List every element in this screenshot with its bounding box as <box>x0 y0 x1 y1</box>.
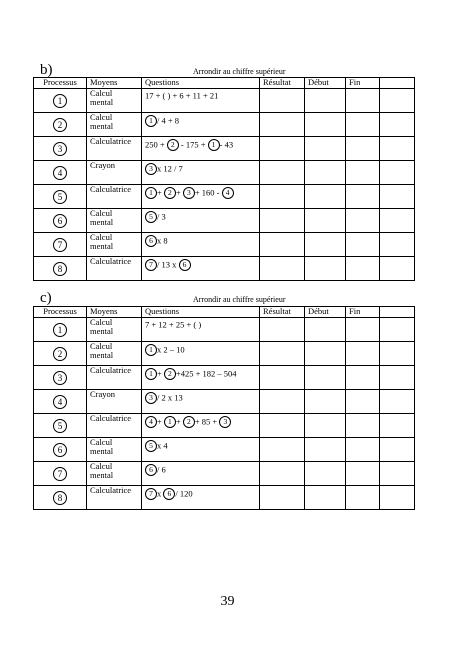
processus-cell <box>34 137 87 161</box>
blank-cell <box>380 438 415 462</box>
processus-cell <box>34 113 87 137</box>
debut-cell <box>305 137 346 161</box>
question-ref-circle: 1 <box>145 187 157 199</box>
question-text: 17 + ( ) + 6 + 11 + 21 <box>145 90 219 101</box>
moyens-line-1: Calculatrice <box>90 184 132 194</box>
table-row <box>34 185 415 209</box>
process-number-circle: 6 <box>53 443 67 457</box>
question-ref-circle: 2 <box>167 139 179 151</box>
question-ref-circle: 6 <box>163 488 175 500</box>
question-ref-circle: 3 <box>183 187 195 199</box>
questions-cell <box>142 257 260 281</box>
table-row <box>34 414 415 438</box>
questions-cell <box>142 438 260 462</box>
question-ref-circle: 7 <box>145 488 157 500</box>
processus-cell <box>34 486 87 510</box>
moyens-line-1: Crayon <box>90 160 116 170</box>
process-number-circle: 5 <box>53 419 67 433</box>
question-ref-circle: 2 <box>183 416 195 428</box>
moyens-cell <box>87 257 142 281</box>
resultat-cell <box>260 366 305 390</box>
process-number-circle: 5 <box>53 190 67 204</box>
process-number-circle: 7 <box>53 467 67 481</box>
moyens-cell <box>87 390 142 414</box>
question-ref-circle: 4 <box>222 187 234 199</box>
process-number-circle: 1 <box>53 323 67 337</box>
processus-cell <box>34 209 87 233</box>
moyens-line-1: Crayon <box>90 389 116 399</box>
fin-cell <box>346 161 380 185</box>
process-number-circle: 3 <box>53 371 67 385</box>
question-text: + <box>175 416 183 427</box>
moyens-line-1: Calculatrice <box>90 136 132 146</box>
question-text: x 8 <box>157 235 168 246</box>
processus-cell <box>34 185 87 209</box>
moyens-cell <box>87 366 142 390</box>
header-moyens: Moyens <box>87 307 142 318</box>
moyens-line-1: Calculatrice <box>90 256 132 266</box>
resultat-cell <box>260 318 305 342</box>
resultat-cell <box>260 414 305 438</box>
debut-cell <box>305 366 346 390</box>
moyens-line-2: mental <box>90 121 114 131</box>
fin-cell <box>346 366 380 390</box>
debut-cell <box>305 318 346 342</box>
moyens-cell <box>87 462 142 486</box>
question-ref-circle: 1 <box>145 115 157 127</box>
header-blank <box>380 307 415 318</box>
table-row <box>34 438 415 462</box>
question-ref-circle: 2 <box>164 187 176 199</box>
fin-cell <box>346 137 380 161</box>
moyens-cell <box>87 113 142 137</box>
moyens-line-2: mental <box>90 241 114 251</box>
processus-cell <box>34 233 87 257</box>
section-c-body <box>34 318 415 510</box>
moyens-cell <box>87 137 142 161</box>
question-ref-circle: 2 <box>164 368 176 380</box>
question-ref-circle: 3 <box>145 392 157 404</box>
processus-cell <box>34 89 87 113</box>
table-row <box>34 462 415 486</box>
table-header-row <box>34 78 415 89</box>
header-fin: Fin <box>346 307 380 318</box>
blank-cell <box>380 366 415 390</box>
moyens-line-2: mental <box>90 470 114 480</box>
moyens-cell <box>87 414 142 438</box>
moyens-line-1: Calcul <box>90 232 113 242</box>
header-moyens: Moyens <box>87 78 142 89</box>
question-ref-circle: 6 <box>145 464 157 476</box>
debut-cell <box>305 209 346 233</box>
fin-cell <box>346 185 380 209</box>
table-row <box>34 486 415 510</box>
blank-cell <box>380 342 415 366</box>
header-processus: Processus <box>34 307 87 318</box>
table-row <box>34 318 415 342</box>
questions-cell <box>142 390 260 414</box>
questions-cell <box>142 342 260 366</box>
table-row <box>34 257 415 281</box>
fin-cell <box>346 318 380 342</box>
debut-cell <box>305 438 346 462</box>
moyens-line-1: Calcul <box>90 88 113 98</box>
question-text: 7 + 12 + 25 + ( ) <box>145 319 202 330</box>
fin-cell <box>346 233 380 257</box>
blank-cell <box>380 462 415 486</box>
blank-cell <box>380 185 415 209</box>
moyens-cell <box>87 233 142 257</box>
questions-cell <box>142 89 260 113</box>
processus-cell <box>34 161 87 185</box>
question-text: / 13 x <box>157 259 179 270</box>
header-resultat: Résultat <box>260 78 305 89</box>
debut-cell <box>305 414 346 438</box>
moyens-line-1: Calculatrice <box>90 413 132 423</box>
question-ref-circle: 1 <box>145 344 157 356</box>
question-text: x 4 <box>157 440 168 451</box>
moyens-cell <box>87 342 142 366</box>
table-row <box>34 113 415 137</box>
resultat-cell <box>260 257 305 281</box>
question-text: x 2 – 10 <box>157 344 185 355</box>
moyens-line-1: Calcul <box>90 437 113 447</box>
table-row <box>34 161 415 185</box>
question-text: / 120 <box>175 488 193 499</box>
debut-cell <box>305 161 346 185</box>
table-header-row <box>34 307 415 318</box>
moyens-line-1: Calcul <box>90 208 113 218</box>
question-ref-circle: 3 <box>145 163 157 175</box>
question-ref-circle: 6 <box>145 235 157 247</box>
question-text: - 175 + <box>178 139 208 150</box>
section-b-note: Arrondir au chiffre supérieur <box>193 67 286 76</box>
blank-cell <box>380 233 415 257</box>
question-ref-circle: 1 <box>208 139 220 151</box>
processus-cell <box>34 366 87 390</box>
debut-cell <box>305 390 346 414</box>
fin-cell <box>346 462 380 486</box>
question-text: / 3 <box>157 211 166 222</box>
question-text: + 160 - <box>194 187 222 198</box>
section-b-body <box>34 89 415 281</box>
table-row <box>34 233 415 257</box>
processus-cell <box>34 318 87 342</box>
question-text: + <box>157 187 164 198</box>
questions-cell <box>142 462 260 486</box>
table-row <box>34 209 415 233</box>
question-ref-circle: 5 <box>145 440 157 452</box>
section-b-table <box>33 77 415 281</box>
header-debut: Début <box>305 307 346 318</box>
blank-cell <box>380 209 415 233</box>
section-c-note: Arrondir au chiffre supérieur <box>193 295 286 304</box>
moyens-line-1: Calcul <box>90 317 113 327</box>
moyens-cell <box>87 486 142 510</box>
moyens-line-2: mental <box>90 97 114 107</box>
question-text: / 2 x 13 <box>157 392 183 403</box>
blank-cell <box>380 318 415 342</box>
moyens-line-1: Calculatrice <box>90 365 132 375</box>
fin-cell <box>346 342 380 366</box>
question-text: +425 + 182 – 504 <box>175 368 237 379</box>
header-fin: Fin <box>346 78 380 89</box>
page-number: 39 <box>220 594 235 609</box>
question-ref-circle: 1 <box>164 416 176 428</box>
resultat-cell <box>260 209 305 233</box>
resultat-cell <box>260 89 305 113</box>
questions-cell <box>142 414 260 438</box>
blank-cell <box>380 137 415 161</box>
questions-cell <box>142 233 260 257</box>
table-row <box>34 342 415 366</box>
blank-cell <box>380 89 415 113</box>
process-number-circle: 7 <box>53 238 67 252</box>
fin-cell <box>346 113 380 137</box>
blank-cell <box>380 113 415 137</box>
processus-cell <box>34 390 87 414</box>
section-b-label: b) <box>40 62 53 78</box>
resultat-cell <box>260 486 305 510</box>
table-row <box>34 137 415 161</box>
processus-cell <box>34 462 87 486</box>
question-ref-circle: 6 <box>179 259 191 271</box>
debut-cell <box>305 486 346 510</box>
blank-cell <box>380 161 415 185</box>
process-number-circle: 2 <box>53 118 67 132</box>
moyens-cell <box>87 438 142 462</box>
question-text: + <box>157 368 164 379</box>
moyens-cell <box>87 318 142 342</box>
blank-cell <box>380 414 415 438</box>
moyens-cell <box>87 185 142 209</box>
moyens-line-2: mental <box>90 326 114 336</box>
moyens-line-1: Calculatrice <box>90 485 132 495</box>
question-text: + <box>157 416 164 427</box>
header-processus: Processus <box>34 78 87 89</box>
process-number-circle: 8 <box>53 262 67 276</box>
questions-cell <box>142 209 260 233</box>
question-ref-circle: 5 <box>145 211 157 223</box>
moyens-line-1: Calcul <box>90 112 113 122</box>
table-row <box>34 390 415 414</box>
fin-cell <box>346 257 380 281</box>
resultat-cell <box>260 161 305 185</box>
process-number-circle: 1 <box>53 94 67 108</box>
section-c-label: c) <box>40 290 52 306</box>
fin-cell <box>346 486 380 510</box>
fin-cell <box>346 89 380 113</box>
debut-cell <box>305 233 346 257</box>
question-text: + 85 + <box>194 416 220 427</box>
question-text: - 43 <box>219 139 234 150</box>
moyens-line-1: Calcul <box>90 341 113 351</box>
process-number-circle: 4 <box>53 166 67 180</box>
processus-cell <box>34 257 87 281</box>
process-number-circle: 8 <box>53 491 67 505</box>
header-debut: Début <box>305 78 346 89</box>
question-ref-circle: 3 <box>219 416 231 428</box>
questions-cell <box>142 161 260 185</box>
debut-cell <box>305 257 346 281</box>
fin-cell <box>346 390 380 414</box>
question-ref-circle: 1 <box>145 368 157 380</box>
resultat-cell <box>260 137 305 161</box>
table-row <box>34 89 415 113</box>
moyens-cell <box>87 161 142 185</box>
resultat-cell <box>260 462 305 486</box>
process-number-circle: 6 <box>53 214 67 228</box>
blank-cell <box>380 390 415 414</box>
processus-cell <box>34 438 87 462</box>
questions-cell <box>142 318 260 342</box>
debut-cell <box>305 89 346 113</box>
questions-cell <box>142 486 260 510</box>
fin-cell <box>346 414 380 438</box>
header-questions: Questions <box>142 307 260 318</box>
process-number-circle: 4 <box>53 395 67 409</box>
questions-cell <box>142 366 260 390</box>
debut-cell <box>305 113 346 137</box>
fin-cell <box>346 209 380 233</box>
process-number-circle: 2 <box>53 347 67 361</box>
question-text: + <box>175 187 183 198</box>
questions-cell <box>142 137 260 161</box>
question-text: x <box>157 488 164 499</box>
debut-cell <box>305 462 346 486</box>
question-ref-circle: 7 <box>145 259 157 271</box>
moyens-line-2: mental <box>90 446 114 456</box>
fin-cell <box>346 438 380 462</box>
moyens-line-2: mental <box>90 217 114 227</box>
questions-cell <box>142 185 260 209</box>
moyens-cell <box>87 209 142 233</box>
questions-cell <box>142 113 260 137</box>
processus-cell <box>34 414 87 438</box>
table-row <box>34 366 415 390</box>
header-resultat: Résultat <box>260 307 305 318</box>
debut-cell <box>305 342 346 366</box>
resultat-cell <box>260 233 305 257</box>
question-text: 250 + <box>145 139 167 150</box>
resultat-cell <box>260 342 305 366</box>
blank-cell <box>380 486 415 510</box>
header-questions: Questions <box>142 78 260 89</box>
question-text: / 4 + 8 <box>157 115 180 126</box>
question-text: / 6 <box>157 464 166 475</box>
resultat-cell <box>260 390 305 414</box>
resultat-cell <box>260 113 305 137</box>
question-ref-circle: 4 <box>145 416 157 428</box>
question-text: x 12 / 7 <box>157 163 183 174</box>
resultat-cell <box>260 185 305 209</box>
blank-cell <box>380 257 415 281</box>
processus-cell <box>34 342 87 366</box>
moyens-cell <box>87 89 142 113</box>
moyens-line-1: Calcul <box>90 461 113 471</box>
resultat-cell <box>260 438 305 462</box>
debut-cell <box>305 185 346 209</box>
moyens-line-2: mental <box>90 350 114 360</box>
header-blank <box>380 78 415 89</box>
section-c-table <box>33 306 415 510</box>
process-number-circle: 3 <box>53 142 67 156</box>
